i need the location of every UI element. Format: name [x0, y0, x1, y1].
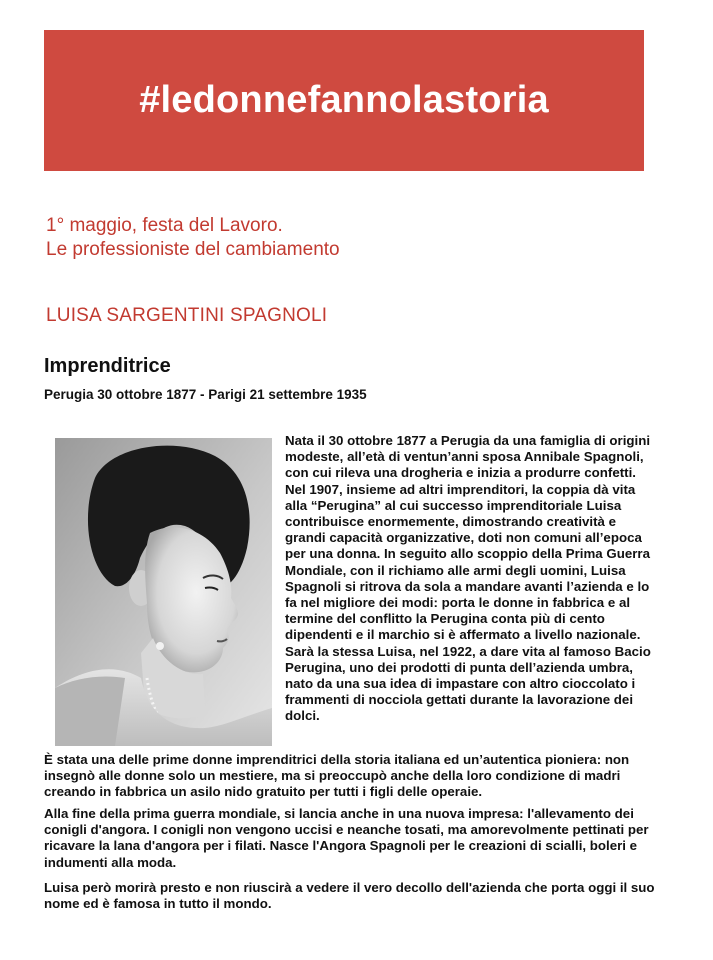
paragraph-angora: Alla fine della prima guerra mondiale, si lancia anche in una nuova impresa: l'allevamento dei conigli d'angora. I conigli non vengono uccisi e neanche tosati, ma amorevolmente pettinati per ricavare la lana d'angora per i filati. Nasce l'Angora Spagnoli per le creazioni di scialli, boleri e indumenti alla moda. [44, 806, 649, 870]
biography-text: Nata il 30 ottobre 1877 a Perugia da una famiglia di origini modeste, all’età di ventun’anni sposa Annibale Spagnoli, con cui rileva una drogheria e inizia a produrre confetti. Nel 1907, insieme ad altri imprenditori, la coppia dà vita alla “Perugina” al cui successo imprenditoriale Luisa contribuisce enormemente, dimostrando creatività e grandi capacità organizzative, doti non comuni all’epoca per una donna. In seguito allo scoppio della Prima Guerra Mondiale, con il richiamo alle armi degli uomini, Luisa Spagnoli si ritrova da sola a mandare avanti l’azienda e lo fa nel migliore dei modi: porta le donne in fabbrica e al termine del conflitto la Perugina conta più di cento dipendenti e il marchio si è affermato a livello nazionale. Sarà la stessa Luisa, nel 1922, a dare vita al famoso Bacio Perugina, uno dei prodotti di punta dell’azienda umbra, nato da una sua idea di impastare con altro cioccolato i frammenti di nocciola gettati durante la lavorazione dei dolci. [285, 433, 651, 724]
subtitle-line-1: 1° maggio, festa del Lavoro. [46, 215, 283, 236]
subtitle-line-2: Le professioniste del cambiamento [46, 239, 340, 260]
event-subtitle [46, 214, 666, 262]
hashtag-title: #ledonnefannolastoria [139, 79, 549, 121]
person-role: Imprenditrice [44, 355, 171, 377]
person-name: LUISA SARGENTINI SPAGNOLI [46, 305, 328, 326]
person-dates: Perugia 30 ottobre 1877 - Parigi 21 settembre 1935 [44, 387, 367, 402]
paragraph-legacy: Luisa però morirà presto e non riuscirà a vedere il vero decollo dell'azienda che porta oggi il suo nome ed è famosa in tutto il mondo. [44, 880, 655, 912]
paragraph-pioneer: È stata una delle prime donne imprenditrici della storia italiana ed un’autentica pioniera: non insegnò alle donne solo un mestiere, ma si preoccupò anche della loro condizione di madri creando in fabbrica un asilo nido gratuito per tutti i figli delle operaie. [44, 752, 630, 800]
portrait-photo [55, 438, 272, 746]
hashtag-banner [44, 30, 644, 171]
